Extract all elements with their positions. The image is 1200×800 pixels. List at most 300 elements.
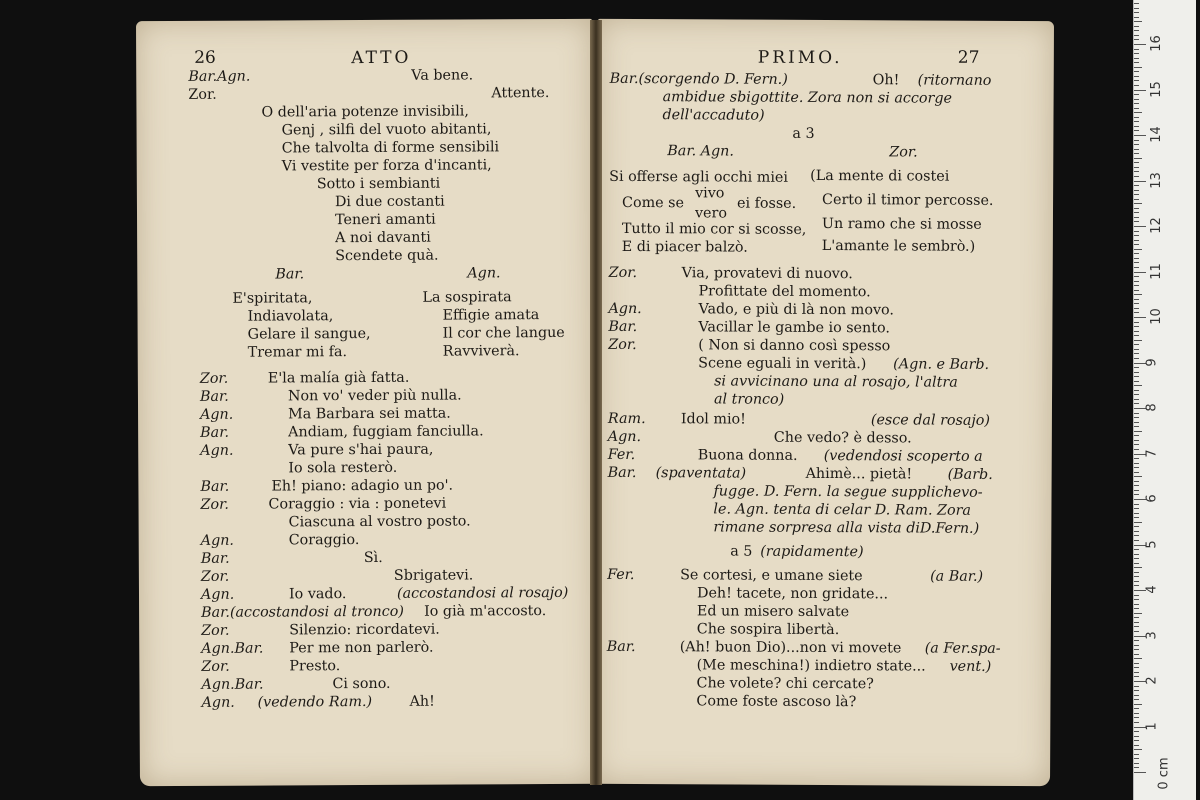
ruler-tick: [1134, 476, 1142, 477]
text-line: Profittate del momento.: [698, 283, 871, 301]
text-line: Zor.: [200, 496, 229, 513]
text-line: Che vedo? è desso.: [773, 429, 912, 447]
ruler-tick: [1134, 144, 1139, 145]
ruler-tick: [1134, 294, 1142, 295]
ruler-tick: [1134, 35, 1139, 36]
ruler-tick: [1134, 767, 1139, 768]
text-line: Per me non parlerò.: [289, 639, 434, 657]
ruler-tick: [1134, 526, 1139, 527]
text-line: Un ramo che si mosse: [821, 215, 982, 233]
ruler-tick: [1134, 399, 1139, 400]
ruler-tick: [1134, 203, 1142, 204]
ruler-tick: [1134, 554, 1139, 555]
right-page: [594, 19, 1054, 786]
ruler-number: 5: [1144, 539, 1160, 549]
text-line: (Barb.: [947, 466, 993, 483]
ruler-tick: [1134, 190, 1139, 191]
ruler-tick: [1134, 235, 1139, 236]
ruler-tick: [1134, 617, 1139, 618]
ruler-tick: [1134, 58, 1139, 59]
ruler-tick: [1134, 21, 1142, 22]
text-line: Coraggio.: [288, 532, 360, 549]
ruler-tick: [1134, 62, 1139, 63]
text-line: Bar.: [608, 318, 638, 336]
ruler-tick: [1134, 494, 1139, 495]
text-line: Bar. Agn.: [667, 143, 734, 160]
ruler-tick: [1134, 567, 1142, 568]
ruler-tick: [1134, 672, 1139, 673]
text-line: Ma Barbara sei matta.: [288, 405, 451, 423]
ruler-tick: [1134, 67, 1142, 68]
text-line: Tutto il mio cor si scosse,: [621, 220, 807, 238]
ruler-tick: [1134, 76, 1139, 77]
left-page-number: 26: [194, 47, 216, 68]
text-line: Idol mio!: [680, 411, 746, 428]
ruler-tick: [1134, 217, 1139, 218]
ruler-tick: [1134, 558, 1139, 559]
text-line: La sospirata: [422, 289, 512, 306]
ruler-tick: [1134, 440, 1139, 441]
ruler-tick: [1134, 417, 1139, 418]
ruler-tick: [1134, 690, 1139, 691]
ruler-tick: [1134, 549, 1139, 550]
text-line: (esce dal rosajo): [870, 412, 991, 429]
ruler-tick: [1134, 308, 1139, 309]
ruler-tick: [1134, 85, 1139, 86]
text-line: (vedendo Ram.): [257, 693, 373, 711]
text-line: Zor.: [200, 568, 230, 585]
text-line: Bar.: [606, 638, 636, 656]
text-line: Zor.: [201, 658, 230, 675]
ruler-tick: [1134, 267, 1139, 268]
ruler-number: 11: [1148, 262, 1164, 280]
ruler-tick: [1134, 312, 1139, 313]
ruler-tick: [1134, 458, 1139, 459]
ruler-tick: [1134, 135, 1146, 136]
ruler-tick: [1134, 149, 1139, 150]
text-line: Andiam, fuggiam fanciulla.: [288, 423, 484, 441]
text-line: Bar.: [275, 266, 305, 283]
text-line: Certo il timor percosse.: [822, 191, 994, 209]
text-line: dell'accaduto): [662, 107, 765, 124]
ruler-tick: [1134, 3, 1139, 4]
ruler-tick: [1134, 713, 1139, 714]
text-line: a 5: [730, 543, 753, 560]
text-line: (spaventata): [655, 465, 747, 482]
text-line: Che volete? chi cercate?: [696, 675, 874, 693]
text-line: Bar.: [200, 478, 230, 495]
ruler-tick: [1134, 481, 1139, 482]
text-line: Coraggio : via : ponetevi: [268, 495, 447, 513]
text-line: Deh! tacete, non gridate...: [696, 585, 889, 603]
ruler-tick: [1134, 181, 1146, 182]
ruler-tick: [1134, 353, 1139, 354]
text-line: vero: [694, 205, 728, 222]
ruler-tick: [1134, 99, 1139, 100]
text-line: Io sola resterò.: [288, 459, 398, 477]
ruler-tick: [1134, 226, 1146, 227]
text-line: Io vado.: [288, 586, 347, 603]
text-line: A noi davanti: [335, 229, 431, 247]
ruler-tick: [1134, 358, 1139, 359]
ruler-tick: [1134, 745, 1139, 746]
ruler-tick: [1134, 613, 1142, 614]
text-line: ambidue sbigottite. Zora non si accorge: [662, 89, 953, 107]
ruler-tick: [1134, 645, 1139, 646]
text-line: E'la malía già fatta.: [267, 369, 410, 387]
ruler-tick: [1134, 30, 1139, 31]
ruler-tick: [1134, 717, 1139, 718]
text-line: (accostandosi al rosajo): [396, 584, 569, 602]
ruler-number: 8: [1144, 403, 1160, 412]
ruler-tick: [1134, 244, 1139, 245]
ruler-tick: [1134, 581, 1139, 582]
ruler-tick: [1134, 253, 1139, 254]
ruler-tick: [1134, 103, 1139, 104]
ruler-number: 9: [1144, 357, 1160, 367]
ruler-tick: [1134, 167, 1139, 168]
text-line: Scene eguali in verità.): [698, 355, 867, 373]
text-line: Bar.Agn.: [188, 68, 251, 85]
text-line: Agn.: [201, 694, 235, 711]
text-line: (La mente di costei: [810, 167, 950, 185]
ruler-tick: [1134, 381, 1139, 382]
ruler-tick: [1134, 658, 1142, 659]
text-line: Se cortesi, e umane siete: [680, 567, 863, 585]
ruler-tick: [1134, 326, 1139, 327]
text-line: Zor.: [608, 336, 637, 354]
ruler-tick: [1134, 376, 1139, 377]
ruler-tick: [1134, 140, 1139, 141]
text-line: Come foste ascoso là?: [696, 693, 857, 711]
ruler-tick: [1134, 772, 1146, 773]
text-line: Bar.: [200, 550, 230, 567]
ruler-tick: [1134, 108, 1139, 109]
text-line: ( Non si danno così spesso: [698, 337, 891, 355]
text-line: Che talvolta di forme sensibili: [281, 139, 500, 157]
text-line: Zor.: [188, 86, 217, 103]
text-line: Agn.: [607, 428, 642, 446]
ruler-tick: [1134, 290, 1139, 291]
ruler-tick: [1134, 540, 1139, 541]
text-line: Oh!: [872, 72, 900, 89]
text-line: Ed un misero salvate: [696, 603, 850, 621]
ruler-number: 3: [1144, 630, 1160, 640]
ruler-tick: [1134, 212, 1139, 213]
ruler-tick: [1134, 749, 1142, 750]
text-line: Io già m'accosto.: [424, 603, 547, 620]
text-line: E'spiritata,: [232, 290, 313, 307]
ruler-tick: [1134, 8, 1139, 9]
ruler-tick: [1134, 185, 1139, 186]
ruler-tick: [1134, 740, 1139, 741]
text-line: Tremar mi fa.: [247, 344, 348, 361]
text-line: Eh! piano: adagio un po'.: [271, 477, 454, 495]
ruler-tick: [1134, 208, 1139, 209]
text-line: rimane sorpresa alla vista diD.Fern.): [713, 519, 980, 537]
ruler-tick: [1134, 695, 1139, 696]
ruler-tick: [1134, 299, 1139, 300]
ruler-tick: [1134, 176, 1139, 177]
text-line: Genj , silfi del vuoto abitanti,: [281, 121, 492, 139]
text-line: Bar.(accostandosi al tronco): [201, 603, 404, 621]
text-line: Ciascuna al vostro posto.: [288, 513, 471, 531]
ruler-tick: [1134, 704, 1142, 705]
text-line: (ritornano: [917, 72, 992, 89]
text-line: Agn.: [200, 406, 234, 423]
text-line: Effigie amata: [442, 307, 540, 324]
ruler-number: 10: [1148, 308, 1164, 325]
ruler-tick: [1134, 117, 1139, 118]
text-line: Di due costanti: [334, 193, 445, 211]
ruler-tick: [1134, 49, 1139, 50]
text-line: Gelare il sangue,: [247, 325, 371, 343]
ruler-tick: [1134, 372, 1139, 373]
text-line: Si offerse agli occhi miei: [609, 168, 789, 186]
text-line: Indiavolata,: [247, 308, 334, 325]
ruler-tick: [1134, 490, 1139, 491]
ruler-tick: [1134, 194, 1139, 195]
text-line: Zor.: [199, 370, 229, 387]
ruler-tick: [1134, 335, 1139, 336]
ruler-tick: [1134, 585, 1139, 586]
ruler-tick: [1134, 276, 1139, 277]
ruler-tick: [1134, 39, 1139, 40]
ruler-tick: [1134, 640, 1139, 641]
ruler-tick: [1134, 71, 1139, 72]
text-line: (vedendosi scoperto a: [823, 447, 983, 465]
ruler-tick: [1134, 426, 1139, 427]
ruler-tick: [1134, 322, 1139, 323]
ruler-tick: [1134, 199, 1139, 200]
ruler-tick: [1134, 463, 1139, 464]
ruler-tick: [1134, 595, 1139, 596]
ruler-tick: [1134, 344, 1139, 345]
ruler-number: 12: [1148, 217, 1164, 234]
text-line: Via, provatevi di nuovo.: [681, 265, 853, 283]
ruler-tick: [1134, 531, 1139, 532]
ruler-tick: [1134, 413, 1139, 414]
ruler-number: 1: [1144, 721, 1160, 731]
ruler-tick: [1134, 731, 1139, 732]
ruler-tick: [1134, 435, 1139, 436]
text-line: Va pure s'hai paura,: [288, 441, 434, 459]
ruler-tick: [1134, 394, 1139, 395]
ruler-tick: [1134, 340, 1142, 341]
ruler-unit-label: 0 cm: [1156, 757, 1172, 790]
text-line: Bar.: [200, 424, 230, 441]
ruler-tick: [1134, 663, 1139, 664]
left-running-head: ATTO: [351, 47, 412, 69]
ruler-tick: [1134, 736, 1139, 737]
text-line: Bar.: [199, 388, 229, 405]
ruler-tick: [1134, 80, 1139, 81]
text-line: Attente.: [491, 85, 550, 102]
text-line: (Agn. e Barb.: [893, 356, 990, 373]
ruler-tick: [1134, 349, 1139, 350]
ruler-tick: [1134, 221, 1139, 222]
ruler-tick: [1134, 90, 1146, 91]
right-running-head: PRIMO.: [757, 47, 843, 69]
ruler-tick: [1134, 485, 1139, 486]
text-line: Vi vestite per forza d'incanti,: [281, 157, 492, 175]
ruler-tick: [1134, 303, 1139, 304]
text-line: Zor.: [201, 622, 230, 639]
ruler-tick: [1134, 385, 1142, 386]
ruler-tick: [1134, 171, 1139, 172]
ruler-tick: [1134, 654, 1139, 655]
text-line: (rapidamente): [760, 543, 864, 561]
text-line: Come se: [622, 194, 685, 212]
ruler-tick: [1134, 26, 1139, 27]
ruler-tick: [1134, 53, 1139, 54]
text-line: Bar.(scorgendo D. Fern.): [609, 70, 788, 88]
ruler-number: 7: [1144, 448, 1160, 458]
ruler-tick: [1134, 444, 1139, 445]
ruler-tick: [1134, 699, 1139, 700]
ruler-tick: [1134, 44, 1146, 45]
text-line: Agn.: [608, 300, 642, 318]
ruler-tick: [1134, 608, 1139, 609]
ruler-tick: [1134, 126, 1139, 127]
ruler-tick: [1134, 504, 1139, 505]
ruler-tick: [1134, 272, 1146, 273]
ruler-tick: [1134, 262, 1139, 263]
text-line: (Ah! buon Dio)...non vi movete: [679, 639, 902, 657]
ruler-tick: [1134, 467, 1139, 468]
ruler-tick: [1134, 130, 1139, 131]
text-line: Agn.: [200, 532, 234, 549]
ruler-tick: [1134, 317, 1146, 318]
ruler-tick: [1134, 240, 1139, 241]
text-line: Agn.Bar.: [201, 640, 264, 657]
text-line: Vacillar le gambe io sento.: [698, 319, 890, 337]
text-line: vivo: [695, 185, 725, 202]
ruler-tick: [1134, 676, 1139, 677]
ruler-tick: [1134, 686, 1139, 687]
ruler-tick: [1134, 626, 1139, 627]
ruler-tick: [1134, 285, 1139, 286]
ruler-tick: [1134, 517, 1139, 518]
ruler-tick: [1134, 631, 1139, 632]
ruler-tick: [1134, 535, 1139, 536]
text-line: L'amante le sembrò.): [821, 237, 976, 255]
ruler-tick: [1134, 604, 1139, 605]
ruler-tick: [1134, 153, 1139, 154]
ruler-tick: [1134, 599, 1139, 600]
text-line: (a Fer.spa-: [924, 640, 1001, 657]
ruler-tick: [1134, 112, 1142, 113]
ruler-tick: [1134, 249, 1142, 250]
text-line: Agn.: [467, 265, 501, 282]
ruler-tick: [1134, 422, 1139, 423]
ruler-tick: [1134, 513, 1139, 514]
text-line: Sì.: [363, 549, 383, 567]
text-line: (a Bar.): [930, 568, 984, 585]
ruler-number: 6: [1144, 494, 1160, 503]
ruler-tick: [1134, 281, 1139, 282]
ruler-tick: [1134, 162, 1139, 163]
text-line: Teneri amanti: [335, 211, 436, 229]
ruler-tick: [1134, 390, 1139, 391]
ruler-number: 4: [1144, 585, 1160, 594]
ruler-tick: [1134, 121, 1139, 122]
right-page-number: 27: [957, 47, 980, 68]
text-line: Sbrigatevi.: [393, 567, 474, 584]
ruler-tick: [1134, 472, 1139, 473]
text-line: al tronco): [713, 391, 785, 408]
ruler-tick: [1134, 754, 1139, 755]
text-line: Scendete quà.: [335, 247, 439, 265]
text-line: Zor.: [889, 144, 918, 161]
text-line: Sotto i sembianti: [316, 175, 441, 193]
ruler-tick: [1134, 508, 1139, 509]
ruler-number: 16: [1148, 35, 1164, 52]
text-line: ei fosse.: [736, 195, 797, 212]
text-line: Agn.: [200, 442, 234, 459]
text-line: a 3: [792, 125, 815, 142]
text-line: fugge. D. Fern. la segue supplichevo-: [713, 483, 983, 501]
ruler-number: 14: [1148, 126, 1164, 143]
text-line: si avvicinano una al rosajo, l'altra: [714, 373, 958, 391]
ruler-tick: [1134, 667, 1139, 668]
ruler-tick: [1134, 258, 1139, 259]
ruler-tick: [1134, 576, 1139, 577]
text-line: Agn.Bar.: [201, 676, 264, 693]
text-line: Presto.: [289, 658, 341, 675]
ruler-number: 2: [1144, 676, 1160, 685]
ruler-tick: [1134, 12, 1139, 13]
text-line: Ah!: [409, 693, 435, 710]
text-line: Vado, e più di là non movo.: [698, 301, 895, 319]
book-gutter: [590, 20, 602, 785]
ruler-tick: [1134, 158, 1142, 159]
ruler-number: 13: [1148, 171, 1164, 189]
text-line: Che sospira libertà.: [696, 621, 840, 639]
text-line: Ahimè... pietà!: [805, 465, 913, 483]
ruler-tick: [1134, 94, 1139, 95]
ruler-tick: [1134, 758, 1139, 759]
ruler-tick: [1134, 522, 1142, 523]
text-line: Non vo' veder più nulla.: [287, 387, 462, 405]
ruler-tick: [1134, 431, 1142, 432]
ruler-tick: [1134, 708, 1139, 709]
text-line: Buona donna.: [697, 447, 798, 464]
text-line: Ravviverà.: [442, 343, 520, 360]
text-line: Ram.: [607, 410, 646, 428]
ruler-tick: [1134, 649, 1139, 650]
ruler-tick: [1134, 403, 1139, 404]
ruler-tick: [1134, 622, 1139, 623]
text-line: (Me meschina!) indietro state...: [696, 657, 926, 675]
text-line: Fer.: [607, 566, 635, 584]
text-line: Il cor che langue: [442, 324, 565, 342]
ruler-tick: [1134, 572, 1139, 573]
ruler-tick: [1134, 331, 1139, 332]
ruler-tick: [1134, 722, 1139, 723]
text-line: Silenzio: ricordatevi.: [289, 621, 440, 639]
measuring-ruler: [1133, 0, 1196, 800]
ruler-number: 15: [1148, 80, 1164, 98]
text-line: Va bene.: [411, 67, 474, 84]
text-line: Zor.: [608, 264, 638, 282]
text-line: Fer.: [607, 446, 636, 464]
text-line: E di piacer balzò.: [621, 238, 748, 256]
left-page: [136, 19, 596, 786]
text-line: vent.): [949, 658, 992, 675]
ruler-tick: [1134, 449, 1139, 450]
ruler-tick: [1134, 367, 1139, 368]
